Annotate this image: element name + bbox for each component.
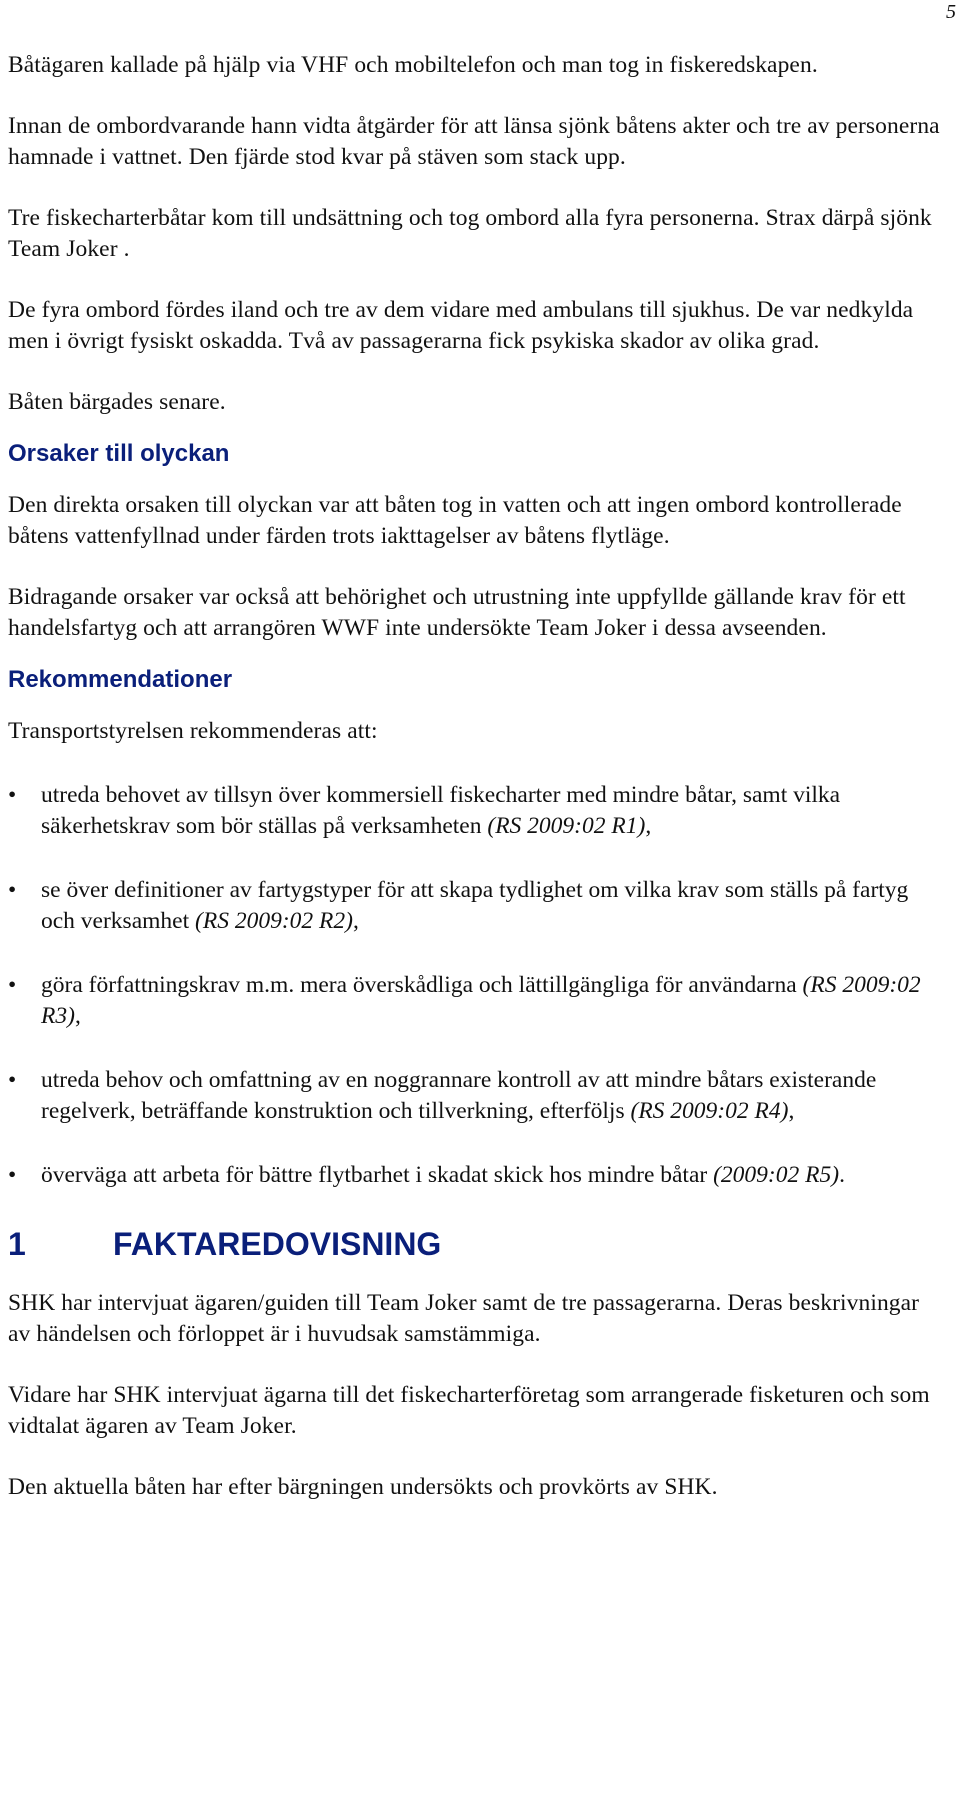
list-item: [8, 1065, 946, 1127]
recommendation-text: utreda behov och omfattning av en noggrannare kontroll av att mindre båtars existerande regelverk, beträffande konstruktion och tillverkning, efterföljs: [41, 1067, 877, 1124]
recommendation-text: överväga att arbeta för bättre flytbarhet i skadat skick hos mindre båtar: [41, 1162, 714, 1188]
paragraph: Vidare har SHK intervjuat ägarna till det fiskecharterföretag som arrangerade fisketuren och som vidtalat ägaren av Team Joker.: [8, 1382, 930, 1439]
recommendation-punctuation: ,: [74, 1003, 81, 1029]
recommendation-punctuation: .: [839, 1162, 845, 1188]
recommendations-list: [8, 780, 946, 1191]
recommendation-reference: (RS 2009:02 R1): [487, 813, 646, 839]
recommendation-reference: (2009:02 R5): [713, 1162, 840, 1188]
recommendation-punctuation: ,: [352, 908, 359, 934]
list-item: [8, 875, 946, 937]
paragraph: Båtägaren kallade på hjälp via VHF och mobiltelefon och man tog in fiskeredskapen.: [8, 52, 818, 78]
document-body: [8, 50, 946, 1533]
bullet-icon: •: [8, 877, 17, 903]
recommendation-text: utreda behovet av tillsyn över kommersiell fiskecharter med mindre båtar, samt vilka säkerhetskrav som bör ställas på verksamheten: [41, 782, 841, 839]
recommendation-reference: (RS 2009:02 R3): [41, 972, 921, 1029]
recommendation-punctuation: ,: [645, 813, 652, 839]
recommendation-text: göra författningskrav m.m. mera överskådliga och lättillgängliga för användarna: [41, 972, 803, 998]
paragraph: Tre fiskecharterbåtar kom till undsättning och tog ombord alla fyra personerna. Strax därpå sjönk Team Joker .: [8, 205, 932, 262]
recommendation-reference: (RS 2009:02 R4): [630, 1098, 789, 1124]
bullet-icon: •: [8, 972, 17, 998]
page-number: 5: [946, 1, 956, 23]
recommendation-punctuation: ,: [788, 1098, 795, 1124]
chapter-heading: [8, 1224, 946, 1264]
list-item: [8, 1160, 946, 1191]
recommendation-reference: (RS 2009:02 R2): [195, 908, 353, 934]
section-heading-causes: Orsaker till olyckan: [8, 440, 230, 467]
paragraph: SHK har intervjuat ägaren/guiden till Team Joker samt de tre passagerarna. Deras beskrivningar av händelsen och förloppet är i huvudsak samstämmiga.: [8, 1290, 920, 1347]
list-item: [8, 970, 946, 1032]
bullet-icon: •: [8, 782, 17, 808]
paragraph: Båten bärgades senare.: [8, 389, 226, 415]
recommendation-text: se över definitioner av fartygstyper för att skapa tydlighet om vilka krav som ställs på fartyg och verksamhet: [41, 877, 909, 934]
paragraph: Innan de ombordvarande hann vidta åtgärder för att länsa sjönk båtens akter och tre av personerna hamnade i vattnet. Den fjärde stod kvar på stäven som stack upp.: [8, 113, 940, 170]
paragraph: Den direkta orsaken till olyckan var att båten tog in vatten och att ingen ombord kontrollerade båtens vattenfyllnad under färden trots iakttagelser av båtens flytläge.: [8, 492, 902, 549]
section-heading-recommendations: Rekommendationer: [8, 666, 233, 693]
chapter-number: 1: [8, 1226, 26, 1262]
recommendations-intro: Transportstyrelsen rekommenderas att:: [8, 718, 378, 744]
bullet-icon: •: [8, 1067, 17, 1093]
chapter-title: FAKTAREDOVISNING: [113, 1226, 442, 1262]
list-item: [8, 780, 946, 842]
paragraph: Den aktuella båten har efter bärgningen undersökts och provkörts av SHK.: [8, 1474, 718, 1500]
bullet-icon: •: [8, 1162, 17, 1188]
paragraph: De fyra ombord fördes iland och tre av dem vidare med ambulans till sjukhus. De var nedkylda men i övrigt fysiskt oskadda. Två av passagerarna fick psykiska skador av olika grad.: [8, 297, 914, 354]
paragraph: Bidragande orsaker var också att behörighet och utrustning inte uppfyllde gällande krav för ett handelsfartyg och att arrangören WWF inte undersökte Team Joker i dessa avseenden.: [8, 584, 906, 641]
